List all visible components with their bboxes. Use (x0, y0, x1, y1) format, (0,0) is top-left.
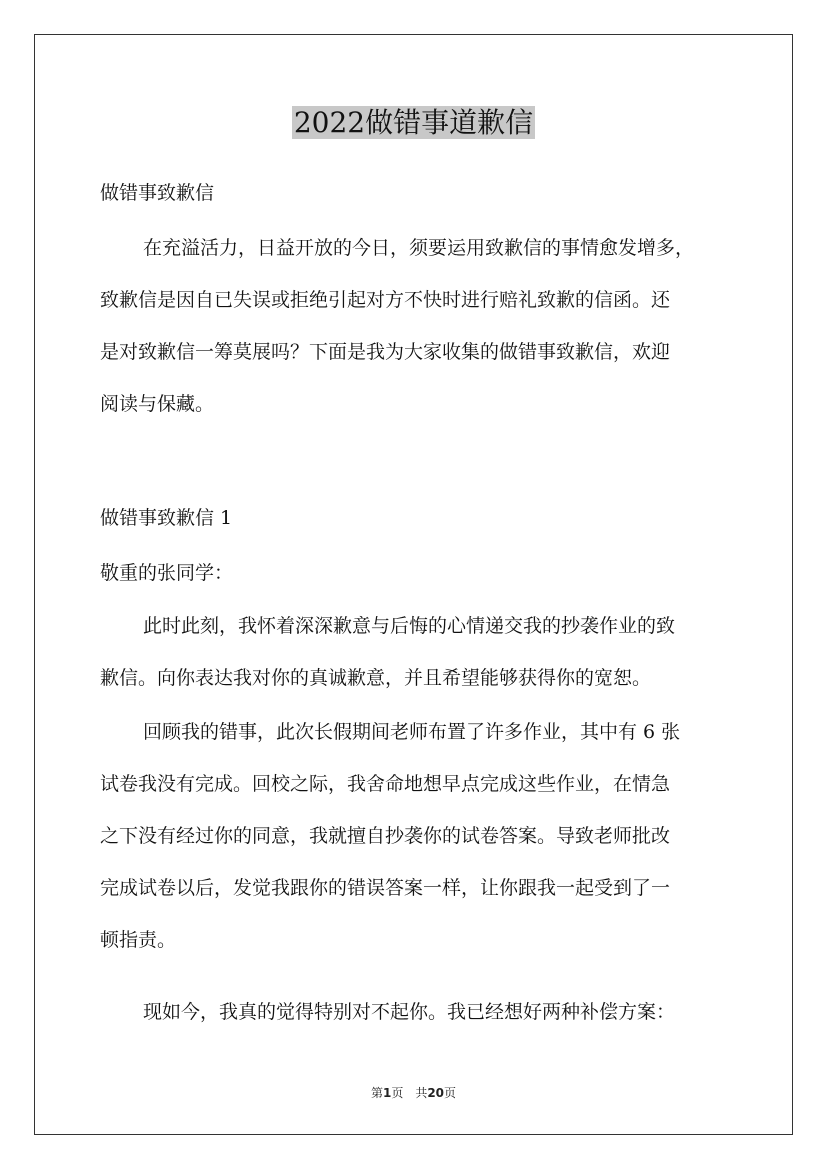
letter-paragraph-3 (100, 986, 740, 1038)
footer-total-pages: 20 (427, 1086, 445, 1100)
footer-page-suffix: 页 (444, 1086, 457, 1100)
paragraph-line: 试卷我没有完成。回校之际，我舍命地想早点完成这些作业，在情急 (100, 773, 671, 795)
paragraph-line: 回顾我的错事，此次长假期间老师布置了许多作业，其中有 6 张 (143, 721, 681, 743)
footer-page-mid: 页 共 (391, 1086, 428, 1100)
footer-page-prefix: 第 (370, 1086, 383, 1100)
paragraph-line: 此时此刻，我怀着深深歉意与后悔的心情递交我的抄袭作业的致 (143, 615, 676, 637)
intro-line: 在充溢活力，日益开放的今日，须要运用致歉信的事情愈发增多， (143, 237, 695, 259)
document-subtitle: 做错事致歉信 (100, 182, 215, 204)
paragraph-line: 顿指责。 (100, 929, 177, 951)
intro-line: 是对致歉信一筹莫展吗？下面是我为大家收集的做错事致歉信，欢迎 (100, 341, 671, 363)
paragraph-line: 完成试卷以后，发觉我跟你的错误答案一样，让你跟我一起受到了一 (100, 877, 671, 899)
document-title-text: 2022做错事道歉信 (293, 106, 534, 139)
paragraph-line: 歉信。向你表达我对你的真诚歉意，并且希望能够获得你的宽恕。 (100, 667, 652, 689)
page-footer (0, 1085, 827, 1101)
letter-paragraph-2 (100, 706, 740, 966)
letter-salutation: 敬重的张同学： (100, 562, 234, 584)
intro-paragraph (100, 222, 740, 430)
document-title (0, 103, 827, 143)
paragraph-line: 现如今，我真的觉得特别对不起你。我已经想好两种补偿方案： (143, 1001, 676, 1023)
letter-paragraph-1 (100, 600, 740, 704)
footer-page-number: 1 (382, 1086, 392, 1100)
intro-line: 阅读与保藏。 (100, 393, 215, 415)
section-heading: 做错事致歉信 1 (100, 507, 233, 529)
intro-line: 致歉信是因自已失误或拒绝引起对方不快时进行赔礼致歉的信函。还 (100, 289, 671, 311)
paragraph-line: 之下没有经过你的同意，我就擅自抄袭你的试卷答案。导致老师批改 (100, 825, 671, 847)
